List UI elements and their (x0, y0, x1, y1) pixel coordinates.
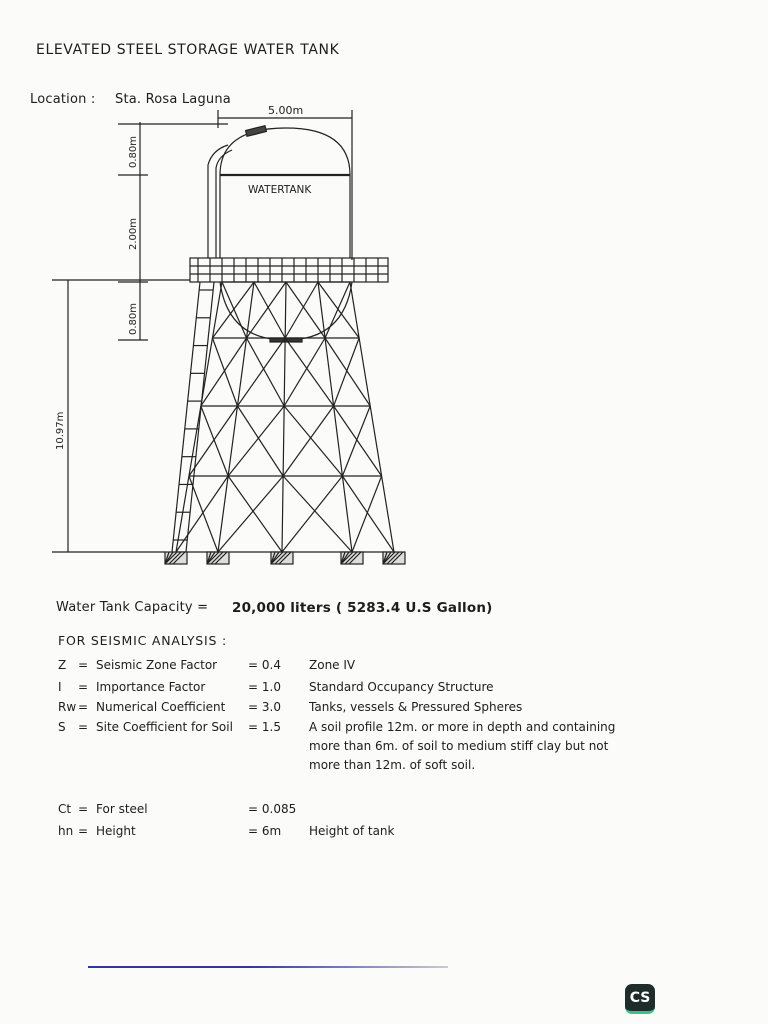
factor-row-s (0, 720, 768, 740)
factor-name: Site Coefficient for Soil (96, 720, 233, 734)
factor-symbol: Rw (58, 700, 77, 714)
platform-walkway (190, 258, 388, 282)
tank-label: WATERTANK (248, 184, 312, 196)
tower-brace (189, 406, 238, 476)
location-label: Location : (30, 92, 96, 107)
factor-row-s-cont (0, 739, 768, 759)
extra-value: = 6m (248, 824, 282, 838)
tower-leg (176, 282, 222, 552)
tower-brace (285, 282, 318, 338)
factor-value: = 1.5 (248, 720, 281, 734)
factor-eq: = (78, 720, 89, 734)
factor-desc: A soil profile 12m. or more in depth and containing (309, 720, 616, 734)
tower-brace (222, 282, 247, 338)
factor-name: Importance Factor (96, 680, 206, 694)
factor-desc-cont: more than 12m. of soft soil. (309, 758, 476, 772)
dim-height: 10.97m (55, 411, 66, 450)
width-dimension: 5.00m (268, 104, 304, 117)
footer-line (88, 966, 448, 968)
factor-row-i (0, 680, 768, 700)
factor-symbol: Z (58, 658, 67, 672)
factor-row-rw (0, 700, 768, 720)
tower-brace (342, 406, 370, 476)
tower-leg (350, 282, 394, 552)
ladder-rail-right (186, 282, 214, 552)
factor-eq: = (78, 700, 89, 714)
factor-eq: = (78, 658, 89, 672)
tower-brace (325, 282, 350, 338)
tank-dome (220, 128, 350, 175)
extra-name: For steel (96, 802, 148, 816)
extra-symbol: Ct (58, 802, 72, 816)
factor-value: = 0.4 (248, 658, 281, 672)
tower-brace (284, 338, 325, 406)
factor-desc: Zone IV (309, 658, 356, 672)
tower-brace (176, 476, 228, 552)
tower-brace (283, 406, 333, 476)
factor-value: = 1.0 (248, 680, 281, 694)
factor-name: Numerical Coefficient (96, 700, 226, 714)
factor-eq: = (78, 680, 89, 694)
extra-name: Height (96, 824, 136, 838)
extra-row-ct (0, 802, 768, 822)
factor-desc: Tanks, vessels & Pressured Spheres (309, 700, 523, 714)
factor-row-z (0, 658, 768, 678)
tank-hatch (246, 126, 267, 137)
camscanner-logo-icon: CS (625, 984, 655, 1014)
dim-top: 0.80m (128, 135, 139, 168)
page-title: ELEVATED STEEL STORAGE WATER TANK (36, 42, 340, 58)
tower-brace (212, 338, 237, 406)
extra-row-hn (0, 824, 768, 844)
capacity-value: 20,000 liters ( 5283.4 U.S Gallon) (232, 600, 493, 616)
ladder-rail-left (172, 282, 200, 552)
extra-symbol: hn (58, 824, 74, 838)
dim-bottom: 0.80m (128, 302, 139, 335)
tower-brace (189, 476, 218, 552)
factor-name: Seismic Zone Factor (96, 658, 218, 672)
tower-brace (282, 476, 342, 552)
seismic-heading: FOR SEISMIC ANALYSIS : (58, 633, 228, 648)
extra-eq: = (78, 802, 89, 816)
tower-leg (282, 282, 286, 552)
location-value: Sta. Rosa Laguna (115, 92, 231, 107)
extra-value: = 0.085 (248, 802, 297, 816)
factor-symbol: I (58, 680, 62, 694)
capacity-label: Water Tank Capacity = (56, 600, 209, 615)
tower-brace (201, 406, 228, 476)
tower-brace (283, 476, 352, 552)
factor-symbol: S (58, 720, 66, 734)
tower-brace (334, 338, 360, 406)
tower-brace (352, 476, 382, 552)
extra-eq: = (78, 824, 89, 838)
tower-brace (284, 406, 342, 476)
factor-value: = 3.0 (248, 700, 281, 714)
dim-mid: 2.00m (128, 217, 139, 250)
factor-desc: Standard Occupancy Structure (309, 680, 494, 694)
factor-desc-cont: more than 6m. of soil to medium stiff clay but not (309, 739, 609, 753)
extra-desc: Height of tank (309, 824, 395, 838)
factor-row-s-cont2 (0, 758, 768, 778)
